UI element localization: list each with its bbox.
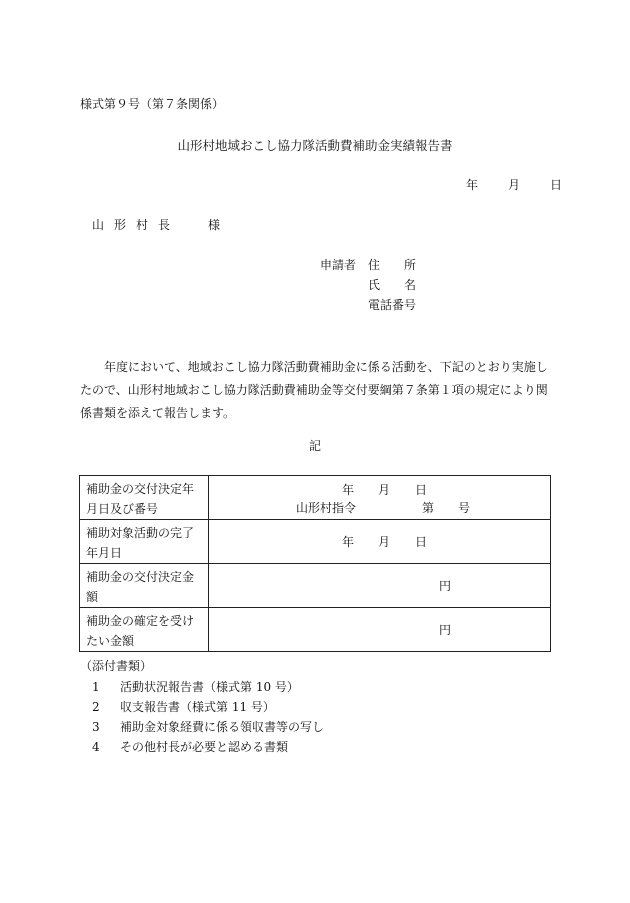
value-year: 年 xyxy=(342,534,355,549)
value-year: 年 xyxy=(342,482,355,497)
applicant-row-address xyxy=(320,258,441,279)
value-unit: 円 xyxy=(439,578,452,593)
list-item-text: 活動状況報告書（様式第 10 号） xyxy=(120,680,299,694)
row-label: 補助金の交付決定金額 xyxy=(80,564,209,608)
list-item xyxy=(80,681,324,701)
list-item-text: その他村長が必要と認める書類 xyxy=(120,740,289,754)
table-row xyxy=(80,520,551,564)
list-item-number: 4 xyxy=(92,740,100,754)
applicant-block xyxy=(320,258,441,319)
list-item-text: 収支報告書（様式第 11 号） xyxy=(120,700,275,714)
addressee xyxy=(92,219,220,231)
row-label: 補助金の交付決定年月日及び番号 xyxy=(80,476,209,520)
list-item xyxy=(80,721,324,741)
date-year: 年 xyxy=(466,178,479,192)
value-ref-prefix: 山形村指令 xyxy=(296,500,357,515)
list-item xyxy=(80,701,324,721)
applicant-field-label: 住所 xyxy=(368,258,441,272)
detail-table xyxy=(79,475,551,652)
value-ref-go: 号 xyxy=(458,500,471,515)
applicant-field-label: 氏名 xyxy=(368,278,441,292)
list-item xyxy=(80,741,324,761)
date-line xyxy=(466,179,562,191)
date-day: 日 xyxy=(550,178,563,192)
row-value xyxy=(209,564,551,608)
list-item-number: 2 xyxy=(92,700,100,714)
table-row xyxy=(80,476,551,520)
document-title: 山形村地域おこし協力隊活動費補助金実績報告書 xyxy=(177,138,453,153)
applicant-field-label: 電話番号 xyxy=(368,298,417,312)
applicant-row-phone xyxy=(320,299,428,319)
row-label: 補助金の確定を受けたい金額 xyxy=(80,608,209,652)
row-value xyxy=(209,476,551,520)
attachments xyxy=(80,660,324,761)
value-month: 月 xyxy=(378,534,391,549)
value-day: 日 xyxy=(415,534,428,549)
applicant-row-name xyxy=(320,278,441,299)
row-value xyxy=(209,520,551,564)
form-number: 様式第９号（第７条関係） xyxy=(80,97,225,111)
body-paragraph: 年度において、地域おこし協力隊活動費補助金に係る活動を、下記のとおり実施したので、山形村地域おこし協力隊活動費補助金等交付要綱第７条第１項の規定により関係書類を添えて報告します。 xyxy=(80,360,548,420)
table-row xyxy=(80,564,551,608)
applicant-role: 申請者 xyxy=(320,258,357,272)
addressee-honorific: 様 xyxy=(208,218,221,232)
value-month: 月 xyxy=(378,482,391,497)
list-item-number: 1 xyxy=(92,680,100,694)
list-item-number: 3 xyxy=(92,720,100,734)
value-ref-dai: 第 xyxy=(422,500,435,515)
row-value xyxy=(209,608,551,652)
date-month: 月 xyxy=(508,178,521,192)
value-day: 日 xyxy=(415,482,428,497)
ki-heading: 記 xyxy=(308,439,321,453)
attachments-title: （添付書類） xyxy=(80,659,153,673)
value-unit: 円 xyxy=(439,622,452,637)
list-item-text: 補助金対象経費に係る領収書等の写し xyxy=(120,720,325,734)
table-row xyxy=(80,608,551,652)
addressee-name: 山形村長 xyxy=(92,218,181,232)
row-label: 補助対象活動の完了年月日 xyxy=(80,520,209,564)
